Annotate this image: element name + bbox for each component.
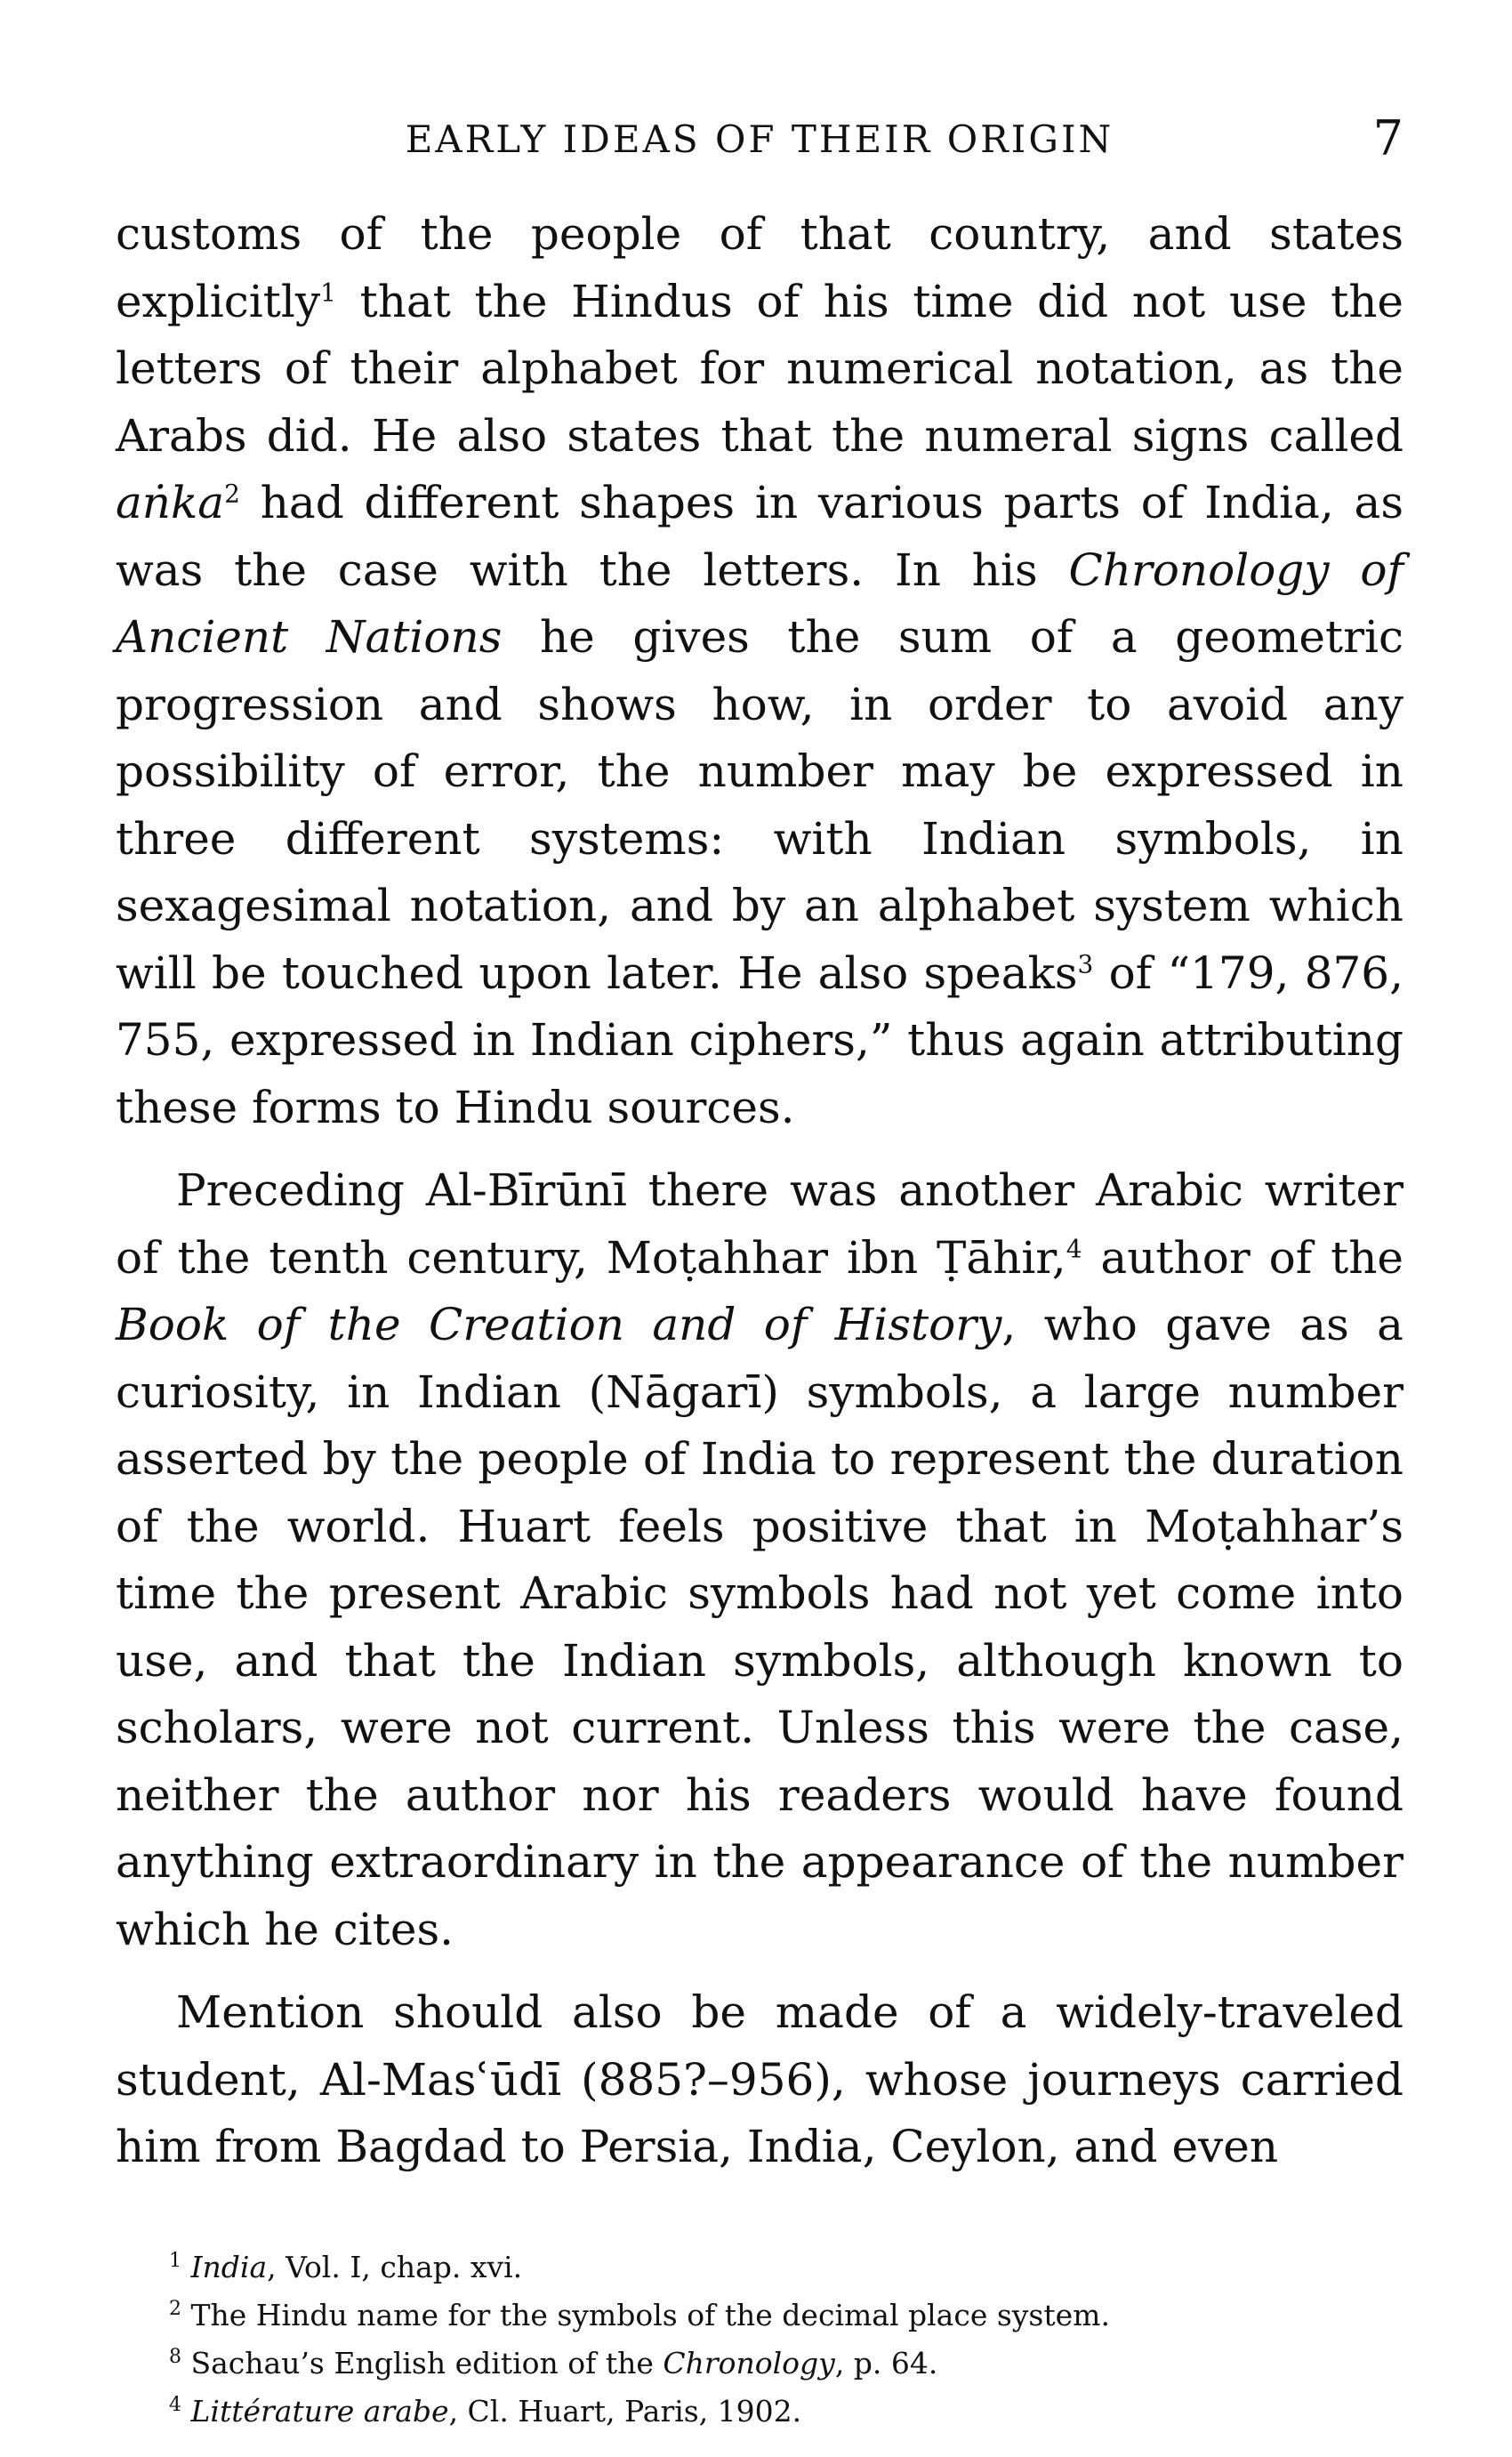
text-run: of “179, 876, 755, expressed in Indian ciphers,” thus again attributing these forms to Hindu sources. <box>116 947 1403 1133</box>
footnote-text: The Hindu name for the symbols of the decimal place system. <box>190 2298 1110 2332</box>
text-run: had different shapes in various parts of India, as was the case with the letters. In his <box>116 477 1403 596</box>
text-run: Mention should also be made of a widely-traveled student, Al-Masʿūdī (885?–956), whose journeys carried him from Bagdad to Persia, India, Ceylon, and even <box>116 1986 1403 2172</box>
footnote-mark: 4 <box>169 2394 181 2416</box>
footnote-text: , Vol. I, chap. xvi. <box>267 2250 523 2284</box>
footnote-ref-3: 3 <box>1077 948 1094 979</box>
footnote-italic: Chronology <box>663 2346 835 2380</box>
footnote-3 <box>116 2340 1403 2388</box>
footnote-1 <box>116 2244 1403 2292</box>
footnote-mark: 2 <box>169 2298 181 2320</box>
text-run: Preceding Al-Bīrūnī there was another Arabic writer of the tenth century, Moṭahhar ibn Ṭāhir, <box>116 1164 1403 1284</box>
italic-title-book: Book of the Creation and of History <box>116 1299 1002 1350</box>
running-title: EARLY IDEAS OF THEIR ORIGIN <box>405 117 1114 161</box>
footnote-italic: India <box>190 2250 268 2284</box>
text-run: customs of the people of that country, and states explicitly <box>116 208 1403 327</box>
text-run: that the Hindus of his time did not use the letters of their alphabet for numerical notation, as the Arabs did. He also states that the numeral signs called <box>116 275 1403 462</box>
paragraph-2 <box>116 1157 1403 1963</box>
footnote-text: , p. 64. <box>834 2346 938 2380</box>
footnote-ref-2: 2 <box>224 479 240 509</box>
footnote-ref-4: 4 <box>1066 1233 1082 1263</box>
italic-title-chronology: Chronology of Ancient Nations <box>116 544 1403 663</box>
paragraph-3 <box>116 1979 1403 2181</box>
footnote-mark: 8 <box>169 2346 181 2368</box>
footnote-italic: Littérature arabe <box>190 2394 449 2429</box>
text-run: he gives the sum of a geometric progression and shows how, in order to avoid any possibility of error, the number may be expressed in three different systems: with Indian symbols, in sexagesimal notation, and by an alphabet system which will be touched upon later. He also speaks <box>116 611 1403 999</box>
page-number: 7 <box>1372 110 1403 166</box>
paragraph-1 <box>116 201 1403 1141</box>
footnote-mark: 1 <box>169 2250 181 2272</box>
running-header <box>116 105 1403 176</box>
text-run: , who gave as a curiosity, in Indian (Nāgarī) symbols, a large number asserted by the people of India to represent the duration of the world. Huart feels positive that in Moṭahhar’s time the present Arabic symbols had not yet come into use, and that the Indian symbols, although known to scholars, were not current. Unless this were the case, neither the author nor his readers would have found anything extraordinary in the appearance of the number which he cites. <box>116 1299 1403 1955</box>
footnote-2 <box>116 2292 1403 2340</box>
footnote-text-pre: Sachau’s English edition of the <box>190 2346 664 2380</box>
main-text <box>116 201 1403 2181</box>
footnote-text: , Cl. Huart, Paris, 1902. <box>448 2394 802 2429</box>
italic-term-anka: aṅka <box>116 477 225 528</box>
footnotes <box>116 2244 1403 2436</box>
footnote-ref-1: 1 <box>320 277 336 307</box>
footnote-4 <box>116 2388 1403 2436</box>
text-run: author of the <box>1082 1231 1403 1284</box>
